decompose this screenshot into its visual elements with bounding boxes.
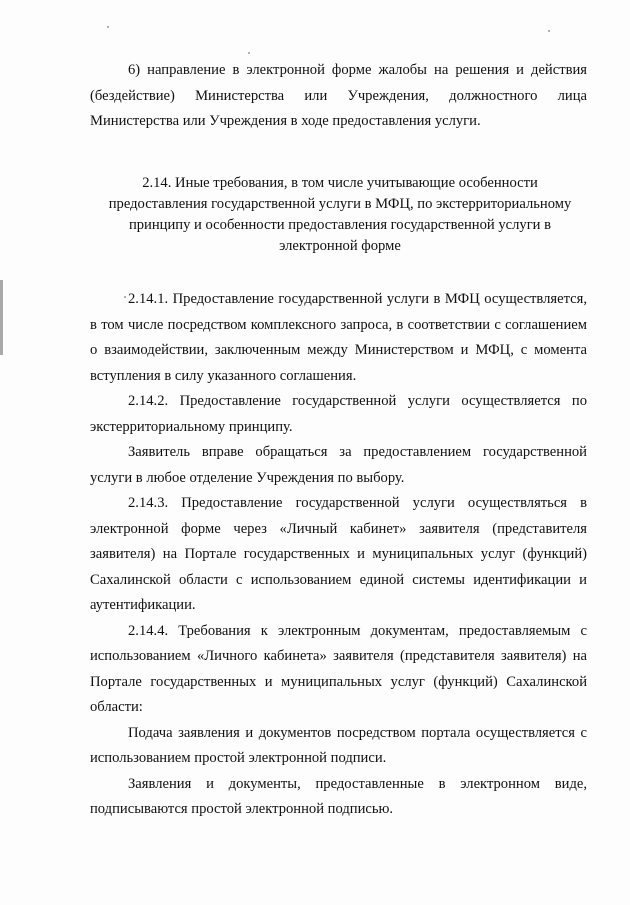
intro-paragraph: 6) направление в электронной форме жалобы на решения и действия (бездействие) Министерства или Учреждения, должностного лица Министерства или Учреждения в ходе предоставления услуги. [90, 62, 587, 129]
scan-speck [107, 26, 109, 28]
body-block [90, 287, 587, 823]
intro-block [90, 58, 587, 135]
paragraph-applicant-right: Заявитель вправе обращаться за предоставлением государственной услуги в любое отделение Учреждения по выбору. [90, 444, 587, 486]
paragraph-signature: Заявления и документы, предоставленные в электронном виде, подписываются простой электронной подписью. [90, 775, 587, 817]
paragraph-2-14-2: 2.14.2. Предоставление государственной услуги осуществляется по экстерриториальному принципу. [90, 393, 587, 435]
scan-speck [548, 30, 550, 32]
scan-edge-mark [0, 280, 3, 355]
scan-speck [248, 52, 250, 54]
paragraph-submission: Подача заявления и документов посредством портала осуществляется с использованием простой электронной подписи. [90, 724, 587, 766]
paragraph-2-14-3: 2.14.3. Предоставление государственной услуги осуществляться в электронной форме через «Личный кабинет» заявителя (представителя заявителя) на Портале государственных и муниципальных услуг (функций) Сахалинской области с использованием единой системы идентификации и аутентификации. [90, 495, 587, 613]
paragraph-2-14-1: 2.14.1. Предоставление государственной услуги в МФЦ осуществляется, в том числе посредством комплексного запроса, в соответствии с соглашением о взаимодействии, заключенным между Министерством и МФЦ, с момента вступления в силу указанного соглашения. [90, 291, 587, 384]
section-heading: 2.14. Иные требования, в том числе учитывающие особенности предоставления государственной услуги в МФЦ, по экстерриториальному принципу и особенности предоставления государственной услуги в электронной форме [108, 175, 572, 254]
paragraph-2-14-4: 2.14.4. Требования к электронным документам, предоставляемым с использованием «Личного кабинета» заявителя (представителя заявителя) на Портале государственных и муниципальных услуг (функций) Сахалинской области: [90, 622, 587, 715]
